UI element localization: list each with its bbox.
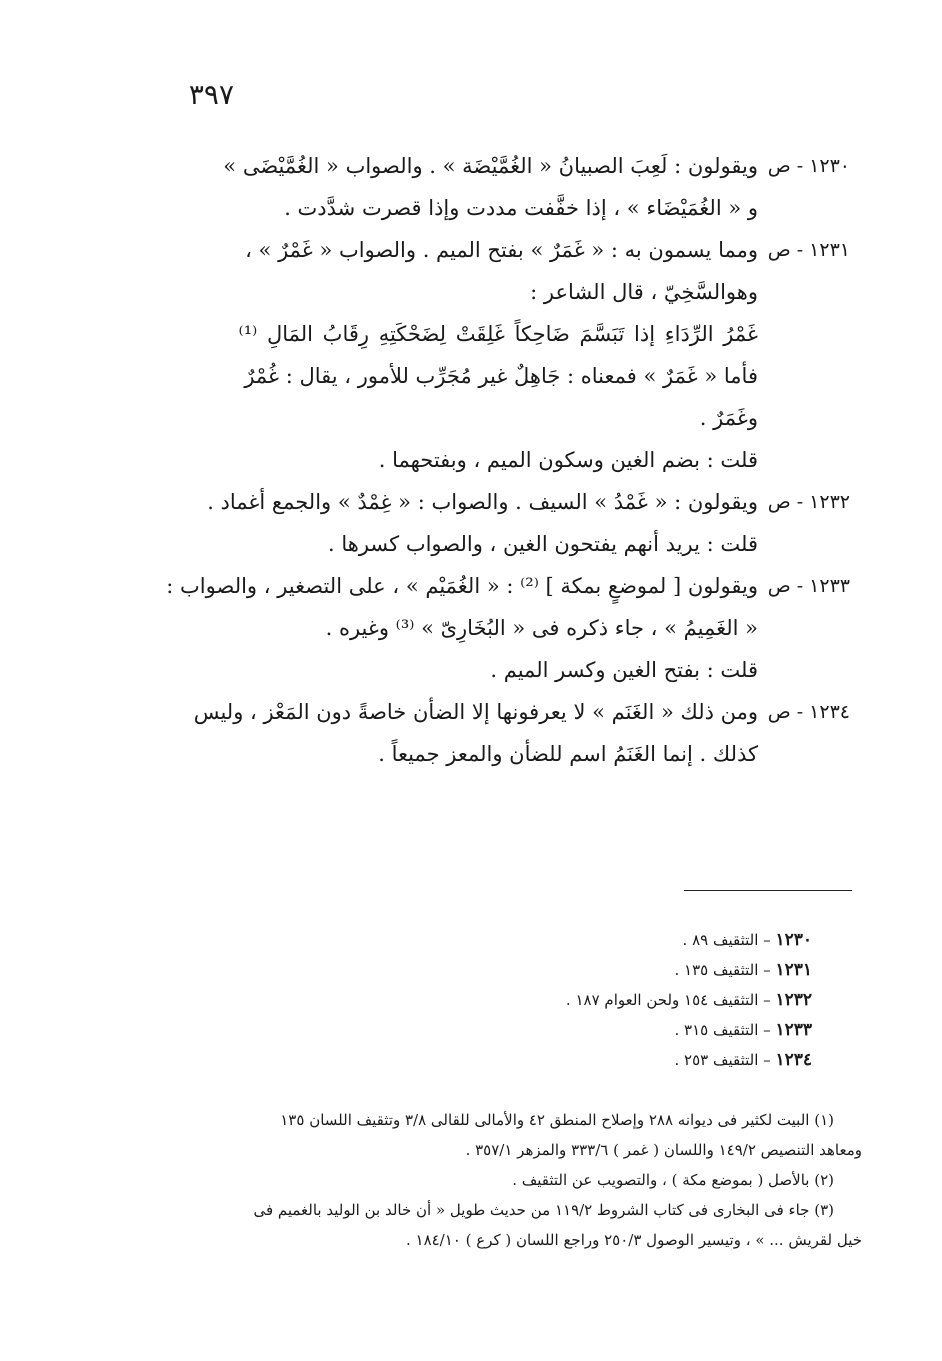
entry-line: ومما يسمون به : « غَمَرٌ » بفتح الميم . والصواب « غَمْرٌ » ، [245, 238, 758, 262]
poem-verse: غَمْرُ الرِّدَاءِ إذا تَبَسَّمَ ضَاحِكاً غَلِقَتْ لِضَحْكَتِهِ رِقَابُ المَالِ ⁽¹⁾ [238, 322, 758, 346]
entry-number: ١٢٣١ - ص [767, 239, 850, 261]
reference-number: ١٢٣٠ [775, 930, 812, 950]
entry-line: فأما « غَمَرٌ » فمعناه : جَاهِلٌ غير مُجَرِّب للأمور ، يقال : غُمْرٌ [244, 364, 758, 388]
reference-text: – التثقيف ٨٩ . [682, 931, 776, 949]
footnote-line: خيل لقريش ... » ، وتيسير الوصول ٢٥٠/٣ وراجع اللسان ( كرع ) ١٨٤/١٠ . [405, 1231, 862, 1249]
reference-number: ١٢٣٢ [775, 990, 812, 1010]
entry-1232 [160, 482, 850, 566]
reference-item [412, 1015, 812, 1045]
footnote-line: ومعاهد التنصيص ١٤٩/٢ واللسان ( غمر ) ٣٣٣/٦ والمزهر ٣٥٧/١ . [465, 1141, 862, 1159]
footnote-line: (٣) جاء فى البخارى فى كتاب الشروط ١١٩/٢ من حديث طويل « أن خالد بن الوليد بالغميم فى [253, 1201, 834, 1219]
reference-item [412, 985, 812, 1015]
entry-line: و « الغُمَيْضَاء » ، إذا خفَّفت مددت وإذا قصرت شدَّدت . [284, 196, 758, 220]
entry-1230 [160, 146, 850, 230]
page-number: ٣٩٧ [188, 78, 234, 111]
footnote-divider [684, 890, 852, 891]
reference-item [412, 955, 812, 985]
reference-number: ١٢٣٣ [775, 1020, 812, 1040]
entry-line: وهوالسَّخِيّ ، قال الشاعر : [530, 280, 758, 304]
reference-text: – التثقيف ١٥٤ ولحن العوام ١٨٧ . [565, 991, 776, 1009]
reference-item [412, 925, 812, 955]
source-references [412, 925, 812, 1075]
reference-text: – التثقيف ٣١٥ . [674, 1021, 776, 1039]
entry-line: كذلك . إنما الغَنَمُ اسم للضأن والمعز جميعاً . [378, 742, 758, 766]
reference-number: ١٢٣٤ [775, 1050, 812, 1070]
entry-line: ومن ذلك « الغَنَم » لا يعرفونها إلا الضأن خاصةً دون المَعْز ، وليس [193, 700, 758, 724]
entry-number: ١٢٣٣ - ص [767, 575, 850, 597]
entry-line: ويقولون : لَعِبَ الصبيانُ « الغُمَّيْضَة » . والصواب « الغُمَّيْضَى » [223, 154, 758, 178]
commentary-line: قلت : بضم الغين وسكون الميم ، وبفتحهما . [378, 448, 758, 472]
entry-number: ١٢٣٠ - ص [767, 155, 850, 177]
entry-1233 [160, 566, 850, 692]
reference-item [412, 1045, 812, 1075]
footnotes [162, 1105, 862, 1255]
entry-1231 [160, 230, 850, 482]
commentary-line: قلت : بفتح الغين وكسر الميم . [490, 658, 758, 682]
entry-1234 [160, 692, 850, 776]
reference-text: – التثقيف ١٣٥ . [674, 961, 776, 979]
entry-number: ١٢٣٤ - ص [767, 701, 850, 723]
entries-list [160, 146, 850, 776]
footnote-line: (١) البيت لكثير فى ديوانه ٢٨٨ وإصلاح المنطق ٤٢ والأمالى للقالى ٣/٨ وتثقيف اللسان ١٣٥ [280, 1111, 834, 1129]
reference-text: – التثقيف ٢٥٣ . [674, 1051, 776, 1069]
entry-line: ويقولون [ لموضعٍ بمكة ] ⁽²⁾ : « الغُمَيْم » ، على التصغير ، والصواب : [166, 574, 758, 598]
footnote-line: (٢) بالأصل ( بموضع مكة ) ، والتصويب عن التثقيف . [512, 1171, 834, 1189]
entry-number: ١٢٣٢ - ص [767, 491, 850, 513]
entry-line: ويقولون : « غَمْدُ » السيف . والصواب : « غِمْدٌ » والجمع أغماد . [207, 490, 758, 514]
commentary-line: قلت : يريد أنهم يفتحون الغين ، والصواب كسرها . [328, 532, 758, 556]
entry-line: « الغَمِيمُ » ، جاء ذكره فى « البُخَارِىّ » ⁽³⁾ وغيره . [325, 616, 758, 640]
entry-line: وغَمَرٌ . [699, 406, 758, 430]
reference-number: ١٢٣١ [775, 960, 812, 980]
